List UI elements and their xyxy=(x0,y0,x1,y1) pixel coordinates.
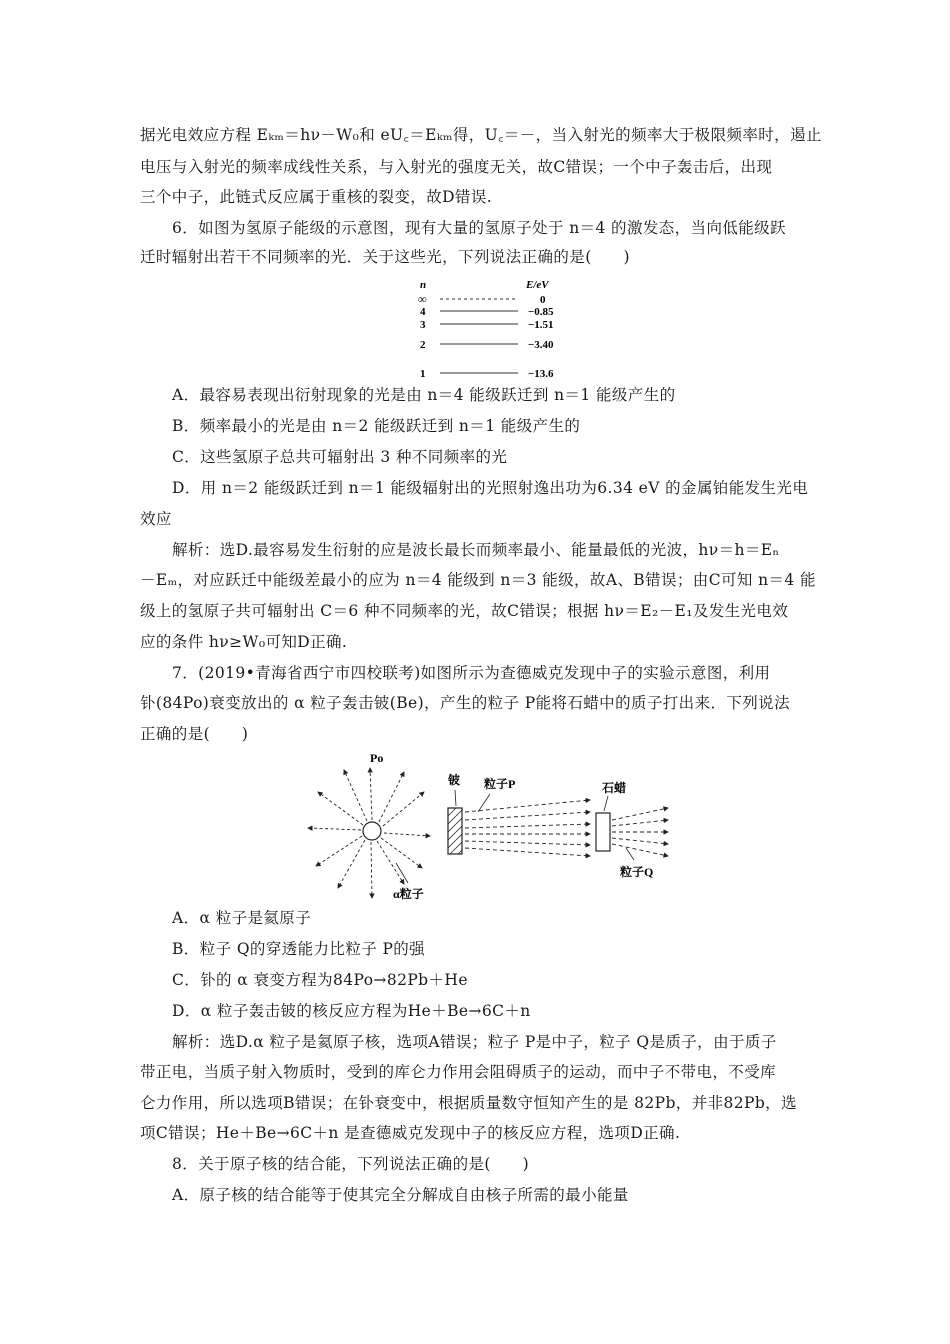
intro-line-2: 电压与入射光的频率成线性关系，与入射光的强度无关，故C错误；一个中子轰击后，出现 xyxy=(140,158,773,176)
q6-option-d-cont: 效应 xyxy=(140,510,172,528)
q6-analysis-4: 应的条件 hν≥W₀可知D正确. xyxy=(140,633,348,651)
particle-q-label: 粒子Q xyxy=(620,865,654,879)
level-e-3: −1.51 xyxy=(528,319,554,331)
beryllium-label: 铍 xyxy=(448,773,461,787)
q7-stem-2: 钋(84Po)衰变放出的 α 粒子轰击铍(Be)，产生的粒子 P能将石蜡中的质子打出来．下列说法 xyxy=(140,694,790,712)
beryllium-plate xyxy=(448,808,462,854)
beryllium-leader-line xyxy=(455,790,456,806)
particle-p-label: 粒子P xyxy=(484,777,516,791)
particle-q-leader-line xyxy=(626,848,634,860)
q6-stem-2: 迁时辐射出若干不同频率的光．关于这些光，下列说法正确的是( ) xyxy=(140,248,630,266)
particle-q-rays xyxy=(612,808,668,856)
paraffin-label: 石蜡 xyxy=(602,781,627,795)
paraffin-block xyxy=(596,780,626,851)
po-label: Po xyxy=(370,751,384,765)
q7-analysis-4: 项C错误；He＋Be→6C＋n 是查德威克发现中子的核反应方程，选项D正确. xyxy=(140,1124,681,1142)
q8-option-a: A．原子核的结合能等于使其完全分解成自由核子所需的最小能量 xyxy=(172,1186,629,1204)
chadwick-experiment-diagram xyxy=(300,748,680,908)
q6-analysis-2: －Eₘ，对应跃迁中能级差最小的应为 n＝4 能级到 n＝3 能级，故A、B错误；由C可知 n＝4 能 xyxy=(140,571,816,589)
level-n-1: 1 xyxy=(420,368,426,380)
n-header: n xyxy=(420,279,427,291)
q7-analysis-3: 仑力作用，所以选项B错误；在钋衰变中，根据质量数守恒知产生的是 82Pb，并非82Pb，选 xyxy=(140,1094,797,1112)
q7-analysis-1: 解析：选D.α 粒子是氦原子核，选项A错误；粒子 P是中子，粒子 Q是质子，由于质子 xyxy=(172,1033,777,1051)
level-n-2: 2 xyxy=(420,339,426,351)
q6-analysis-3: 级上的氢原子共可辐射出 C＝6 种不同频率的光，故C错误；根据 hν＝E₂－E₁及发生光电效 xyxy=(140,602,789,620)
q6-option-c: C．这些氢原子总共可辐射出 3 种不同频率的光 xyxy=(172,448,508,466)
q7-option-b: B．粒子 Q的穿透能力比粒子 P的强 xyxy=(172,940,426,958)
q7-analysis-2: 带正电，当质子射入物质时，受到的库仑力作用会阻碍质子的运动，而中子不带电，不受库 xyxy=(140,1063,777,1081)
level-e-1: −13.6 xyxy=(528,368,554,380)
q6-analysis-1: 解析：选D.最容易发生衍射的应是波长最长而频率最小、能量最低的光波，hν＝h＝Eₙ xyxy=(172,541,780,559)
level-n-inf: ∞ xyxy=(418,292,427,306)
alpha-label: α粒子 xyxy=(393,887,424,901)
paraffin-plate xyxy=(596,813,610,851)
q6-option-b: B．频率最小的光是由 n＝2 能级跃迁到 n＝1 能级产生的 xyxy=(172,417,581,435)
level-n-3: 3 xyxy=(420,319,426,331)
intro-line-3: 三个中子，此链式反应属于重核的裂变，故D错误. xyxy=(140,188,493,206)
q7-stem-3: 正确的是( ) xyxy=(140,725,249,743)
energy-level-diagram xyxy=(418,274,588,384)
q6-option-a: A．最容易表现出衍射现象的光是由 n＝4 能级跃迁到 n＝1 能级产生的 xyxy=(172,386,676,404)
q8-stem: 8．关于原子核的结合能，下列说法正确的是( ) xyxy=(172,1155,530,1173)
paraffin-leader-line xyxy=(604,796,608,811)
particle-p-leader-line xyxy=(478,794,490,812)
level-e-2: −3.40 xyxy=(528,339,554,351)
beryllium-target xyxy=(448,772,462,854)
q6-option-d: D．用 n＝2 能级跃迁到 n＝1 能级辐射出的光照射逸出功为6.34 eV 的金属铂能发生光电 xyxy=(172,479,809,497)
level-e-4: −0.85 xyxy=(528,306,554,318)
polonium-source xyxy=(363,822,381,840)
q7-option-d: D．α 粒子轰击铍的核反应方程为He＋Be→6C＋n xyxy=(172,1002,531,1020)
polonium-alpha-emission xyxy=(308,751,430,901)
particle-p-rays xyxy=(465,800,590,856)
q7-option-c: C．钋的 α 衰变方程为84Po→82Pb＋He xyxy=(172,971,468,989)
intro-line-1: 据光电效应方程 Eₖₘ＝hν－W₀和 eU꜀＝Eₖₘ得，U꜀＝－，当入射光的频率大于极限频率时，遏止 xyxy=(140,126,822,144)
level-e-inf: 0 xyxy=(540,294,546,306)
q6-stem-1: 6．如图为氢原子能级的示意图，现有大量的氢原子处于 n＝4 的激发态，当向低能级跃 xyxy=(172,219,786,237)
q7-option-a: A．α 粒子是氦原子 xyxy=(172,909,312,927)
level-n-4: 4 xyxy=(420,306,426,318)
e-header: E/eV xyxy=(526,279,549,291)
q7-stem-1: 7．(2019•青海省西宁市四校联考)如图所示为查德威克发现中子的实验示意图，利用 xyxy=(172,664,771,682)
